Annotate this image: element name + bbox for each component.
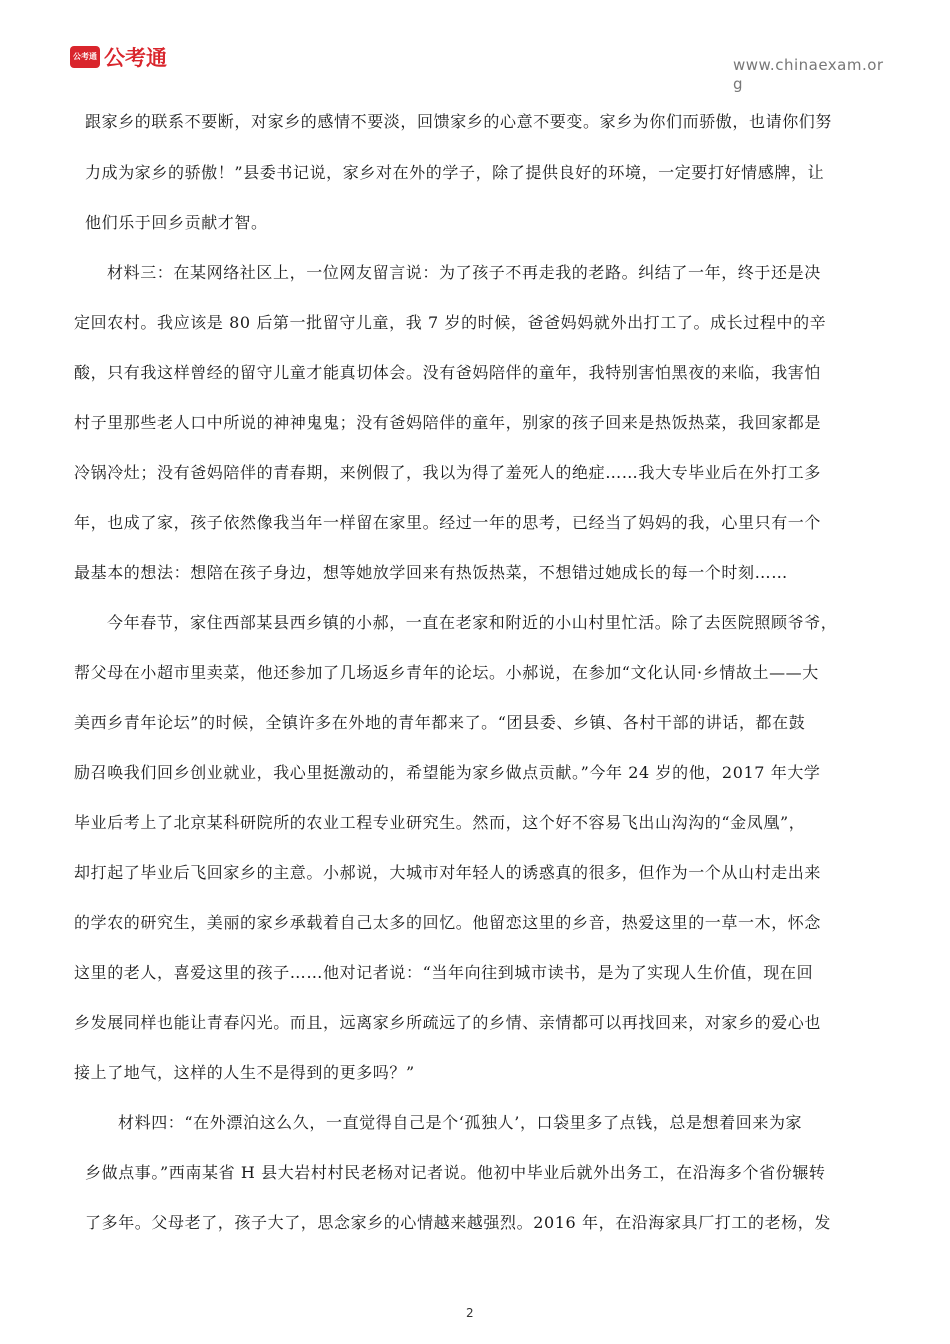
text-line: 这里的老人，喜爱这里的孩子……他对记者说：“当年向往到城市读书，是为了实现人生价值，现在回 [74,963,814,982]
page-number: 2 [466,1306,474,1320]
text-line: 乡做点事。”西南某省 H 县大岩村村民老杨对记者说。他初中毕业后就外出务工，在沿海多个省份辗转 [85,1163,826,1182]
text-line: 乡发展同样也能让青春闪光。而且，远离家乡所疏远了的乡情、亲情都可以再找回来，对家乡的爱心也 [74,1013,822,1032]
text-line: 接上了地气，这样的人生不是得到的更多吗？” [74,1063,415,1082]
text-line: 美西乡青年论坛”的时候，全镇许多在外地的青年都来了。“团县委、乡镇、各村干部的讲话，都在鼓 [74,713,806,732]
text-line: 今年春节，家住西部某县西乡镇的小郝，一直在老家和附近的小山村里忙活。除了去医院照顾爷爷， [107,613,838,632]
text-line: 力成为家乡的骄傲！”县委书记说，家乡对在外的学子，除了提供良好的环境，一定要打好情感牌，让 [85,163,825,182]
text-line: 村子里那些老人口中所说的神神鬼鬼；没有爸妈陪伴的童年，别家的孩子回来是热饭热菜，我回家都是 [74,413,822,432]
brand-logo-text: 公考通 [104,46,167,70]
text-line: 他们乐于回乡贡献才智。 [85,213,268,232]
text-line: 跟家乡的联系不要断，对家乡的感情不要淡，回馈家乡的心意不要变。家乡为你们而骄傲，也请你们努 [85,112,833,131]
site-url: www.chinaexam.org [733,56,884,93]
text-line: 酸，只有我这样曾经的留守儿童才能真切体会。没有爸妈陪伴的童年，我特别害怕黑夜的来临，我害怕 [74,363,822,382]
text-line: 年，也成了家，孩子依然像我当年一样留在家里。经过一年的思考，已经当了妈妈的我，心里只有一个 [74,513,822,532]
text-line: 定回农村。我应该是 80 后第一批留守儿童，我 7 岁的时候，爸爸妈妈就外出打工了。成长过程中的辛 [74,313,827,332]
brand-logo-badge: 公考通 [70,46,100,68]
text-line: 却打起了毕业后飞回家乡的主意。小郝说，大城市对年轻人的诱惑真的很多，但作为一个从山村走出来 [74,863,822,882]
text-line: 了多年。父母老了，孩子大了，思念家乡的心情越来越强烈。2016 年，在沿海家具厂打工的老杨，发 [85,1213,832,1232]
text-line: 帮父母在小超市里卖菜，他还参加了几场返乡青年的论坛。小郝说，在参加“文化认同·乡情故土——大 [74,663,819,682]
text-line: 的学农的研究生，美丽的家乡承载着自己太多的回忆。他留恋这里的乡音，热爱这里的一草一木，怀念 [74,913,822,932]
text-line: 最基本的想法：想陪在孩子身边，想等她放学回来有热饭热菜，不想错过她成长的每一个时刻…… [74,563,788,582]
text-line: 材料三：在某网络社区上，一位网友留言说：为了孩子不再走我的老路。纠结了一年，终于还是决 [107,263,821,282]
text-line: 励召唤我们回乡创业就业，我心里挺激动的，希望能为家乡做点贡献。”今年 24 岁的他，2017 年大学 [74,763,821,782]
text-line: 材料四：“在外漂泊这么久，一直觉得自己是个‘孤独人’，口袋里多了点钱，总是想着回来为家 [118,1113,803,1132]
page-header [0,0,950,93]
text-line: 毕业后考上了北京某科研院所的农业工程专业研究生。然而，这个好不容易飞出山沟沟的“金凤凰”， [74,813,806,832]
text-line: 冷锅冷灶；没有爸妈陪伴的青春期，来例假了，我以为得了羞死人的绝症……我大专毕业后在外打工多 [74,463,822,482]
